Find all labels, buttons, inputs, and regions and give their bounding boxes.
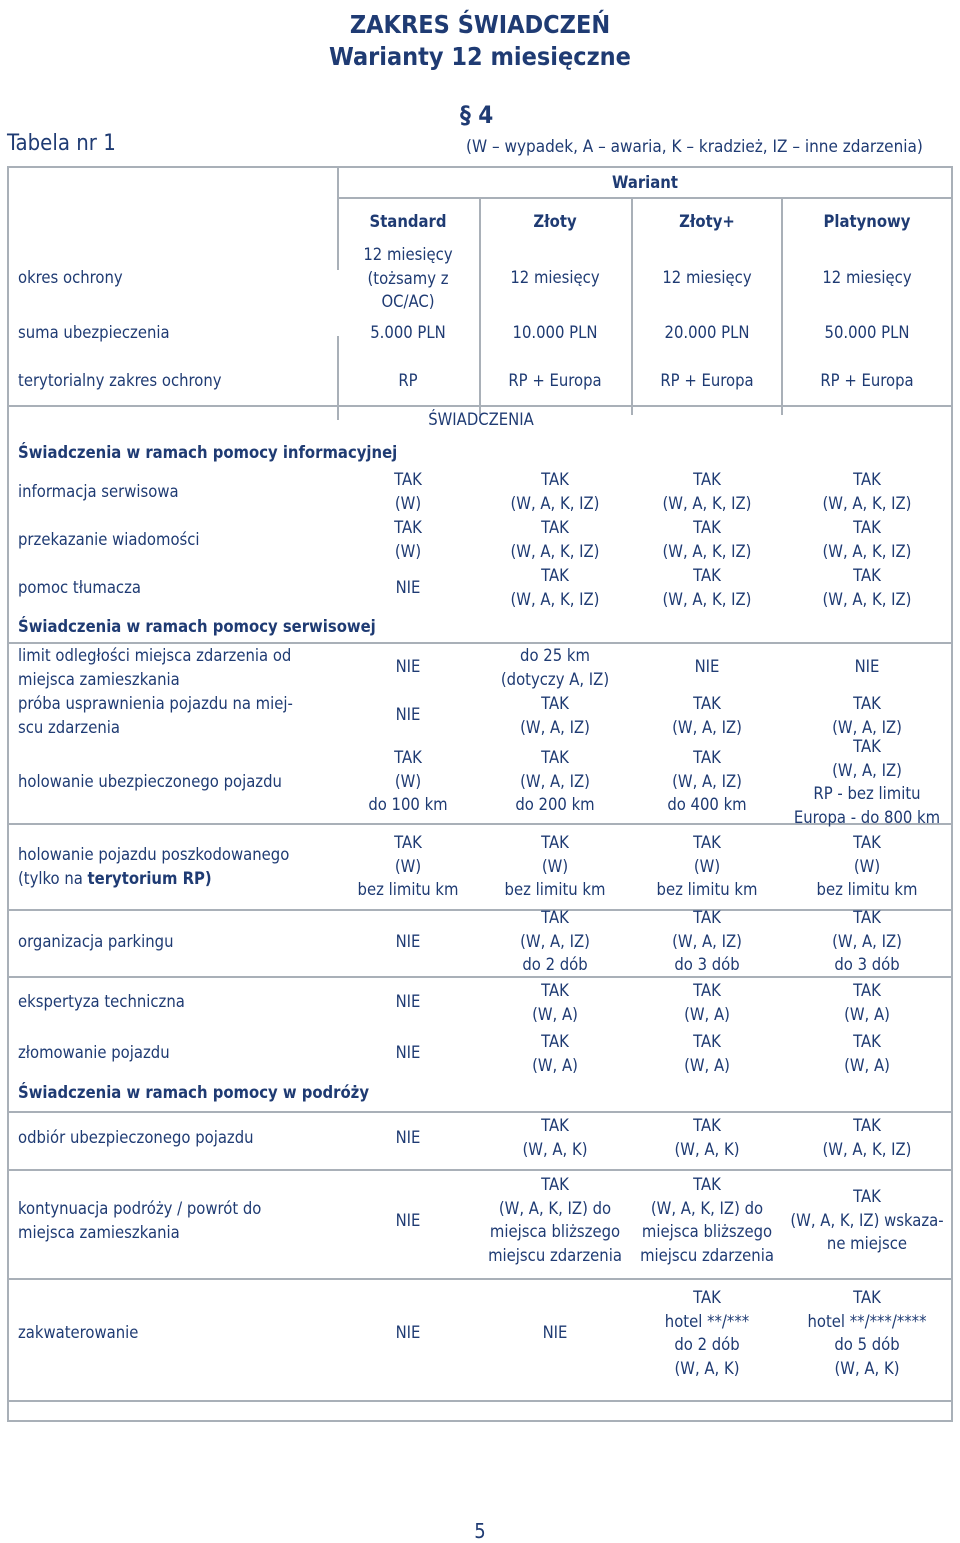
section-heading-informacyjnej: Świadczenia w ramach pomocy informacyjnej	[18, 443, 398, 462]
cell-line: (W, A, K, IZ)	[510, 589, 600, 609]
cell-zakres-platynowy: RP + Europa	[820, 371, 914, 390]
cell-line: TAK	[853, 1032, 881, 1051]
row-label-holowanie-posz	[18, 843, 289, 890]
document-title: ZAKRES ŚWIADCZEŃ	[349, 10, 611, 39]
cell-line: (W, A, IZ)	[520, 931, 590, 951]
table-divider	[9, 1111, 953, 1113]
wariant-header: Wariant	[612, 173, 678, 192]
cell-line: NIE	[395, 1323, 421, 1342]
cell-line: bez limitu km	[816, 880, 918, 899]
row-label-limit	[18, 644, 291, 691]
cell-line: TAK	[853, 1288, 881, 1307]
cell-line: (W, A, K, IZ)	[510, 493, 600, 513]
cell-line: miejsca bliższego	[641, 1222, 773, 1241]
column-header-platynowy: Platynowy	[823, 212, 911, 231]
cell-suma-zloty-plus: 20.000 PLN	[664, 323, 750, 342]
row-label-suma-ubezpieczenia: suma ubezpieczenia	[18, 323, 170, 342]
cell-line: (W, A)	[844, 1004, 890, 1024]
cell-tlumacz-4	[782, 564, 952, 611]
cell-odbior-1	[338, 1126, 478, 1150]
cell-line: TAK	[394, 470, 422, 489]
cell-line: do 100 km	[368, 795, 448, 814]
table-divider	[9, 1169, 953, 1171]
row-label-zakres-terytorialny: terytorialny zakres ochrony	[18, 371, 222, 390]
swiadczenia-header: ŚWIADCZENIA	[428, 410, 534, 429]
cell-odbior-2	[480, 1114, 630, 1161]
cell-informacja-2	[480, 468, 630, 515]
cell-line: złomowanie pojazdu	[18, 1043, 170, 1062]
cell-line: miejsca zamieszkania	[18, 1222, 180, 1242]
cell-line: NIE	[854, 657, 880, 676]
row-label-proba	[18, 692, 293, 739]
cell-line: (W, A)	[844, 1055, 890, 1075]
cell-parking-4	[782, 906, 952, 977]
cell-tlumacz-2	[480, 564, 630, 611]
cell-limit-1	[338, 655, 478, 679]
cell-line: RP - bez limitu	[813, 784, 921, 803]
cell-line: organizacja parkingu	[18, 932, 174, 951]
cell-suma-standard: 5.000 PLN	[370, 323, 446, 342]
cell-line: (W)	[693, 856, 721, 876]
cell-line: (W, A)	[532, 1055, 578, 1075]
cell-proba-3	[632, 692, 782, 739]
cell-line: TAK	[693, 981, 721, 1000]
cell-ekspertyza-3	[632, 979, 782, 1026]
cell-line: TAK	[693, 748, 721, 767]
cell-limit-3	[632, 655, 782, 679]
row-label-holowanie-ub	[18, 770, 282, 794]
cell-holowanie-posz-3	[632, 831, 782, 902]
cell-line: TAK	[541, 981, 569, 1000]
cell-odbior-4	[782, 1114, 952, 1161]
cell-zakwaterowanie-2	[480, 1321, 630, 1345]
cell-limit-4	[782, 655, 952, 679]
cell-line: (W, A, K, IZ)	[822, 493, 912, 513]
cell-line: (W, A, K, IZ)	[822, 541, 912, 561]
cell-line: miejsca bliższego	[489, 1222, 621, 1241]
cell-holowanie-posz-4	[782, 831, 952, 902]
column-header-standard: Standard	[369, 212, 447, 231]
cell-line: TAK	[693, 1175, 721, 1194]
cell-line: bez limitu km	[357, 880, 459, 899]
cell-line: (W, A, K, IZ) do	[650, 1198, 764, 1218]
cell-okres-standard	[338, 243, 478, 314]
cell-line: TAK	[541, 470, 569, 489]
row-label-przekazanie	[18, 528, 200, 552]
cell-line: (tylko na terytorium RP)	[18, 868, 212, 888]
table-divider	[9, 1278, 953, 1280]
cell-holowanie-ub-3	[632, 746, 782, 817]
section-heading-serwisowej: Świadczenia w ramach pomocy serwisowej	[18, 617, 376, 636]
cell-line: (W, A, IZ)	[520, 771, 590, 791]
cell-line: bez limitu km	[656, 880, 758, 899]
cell-line: TAK	[853, 1116, 881, 1135]
cell-line: (W, A)	[684, 1004, 730, 1024]
cell-line: bez limitu km	[504, 880, 606, 899]
cell-line: do 5 dób	[834, 1335, 900, 1354]
cell-line: (W)	[394, 493, 422, 513]
table-label: Tabela nr 1	[7, 131, 116, 156]
cell-ekspertyza-2	[480, 979, 630, 1026]
cell-line: TAK	[541, 908, 569, 927]
cell-line: (W, A, K, IZ) wskaza-	[790, 1210, 944, 1230]
cell-line: NIE	[395, 1043, 421, 1062]
section-number: § 4	[460, 101, 494, 129]
row-label-ekspertyza	[18, 990, 185, 1014]
cell-line: NIE	[694, 657, 720, 676]
cell-line: TAK	[853, 737, 881, 756]
cell-line: (W, A, K)	[522, 1139, 588, 1159]
cell-line: miejscu zdarzenia	[488, 1245, 622, 1265]
cell-zakwaterowanie-4	[782, 1286, 952, 1380]
cell-line: TAK	[394, 833, 422, 852]
cell-line: (W, A, K, IZ)	[662, 589, 752, 609]
cell-line: (W)	[853, 856, 881, 876]
cell-zlomowanie-3	[632, 1030, 782, 1077]
row-label-zakwaterowanie	[18, 1321, 138, 1345]
cell-odbior-3	[632, 1114, 782, 1161]
cell-line: OC/AC)	[381, 292, 435, 311]
page-number: 5	[474, 1519, 486, 1543]
cell-line: NIE	[395, 992, 421, 1011]
cell-informacja-3	[632, 468, 782, 515]
cell-zakwaterowanie-1	[338, 1321, 478, 1345]
cell-line: TAK	[693, 694, 721, 713]
cell-line: TAK	[541, 833, 569, 852]
cell-line: TAK	[693, 1288, 721, 1307]
table-divider	[9, 405, 953, 407]
cell-line: holowanie ubezpieczonego pojazdu	[18, 772, 282, 791]
row-label-odbior	[18, 1126, 254, 1150]
cell-line: TAK	[394, 748, 422, 767]
row-label-zlomowanie	[18, 1041, 170, 1065]
cell-line: (W, A, IZ)	[832, 717, 902, 737]
cell-line: przekazanie wiadomości	[18, 530, 200, 549]
column-header-zloty-plus: Złoty+	[679, 212, 735, 231]
cell-line: Europa - do 800 km	[793, 807, 941, 827]
cell-line: (W, A, K)	[674, 1139, 740, 1159]
cell-line: TAK	[394, 518, 422, 537]
cell-line: TAK	[541, 566, 569, 585]
cell-line: (W, A, K)	[834, 1358, 900, 1378]
cell-line: NIE	[395, 932, 421, 951]
cell-line: próba usprawnienia pojazdu na miej-	[18, 694, 293, 713]
cell-line: scu zdarzenia	[18, 717, 120, 737]
cell-line: kontynuacja podróży / powrót do	[18, 1199, 262, 1218]
cell-holowanie-ub-4	[782, 735, 952, 829]
row-label-kontynuacja	[18, 1197, 261, 1244]
cell-line: (W, A, K, IZ)	[822, 1139, 912, 1159]
cell-line: (W, A)	[532, 1004, 578, 1024]
cell-line: (dotyczy A, IZ)	[500, 669, 610, 689]
cell-zlomowanie-1	[338, 1041, 478, 1065]
cell-line: miejsca zamieszkania	[18, 669, 180, 689]
cell-line: (W, A, K)	[674, 1358, 740, 1378]
cell-line: TAK	[541, 748, 569, 767]
cell-line: hotel **/***/****	[807, 1311, 927, 1331]
cell-line: NIE	[395, 657, 421, 676]
cell-line: (W, A, K, IZ)	[662, 493, 752, 513]
cell-line: (W, A, K, IZ) do	[498, 1198, 612, 1218]
cell-line: hotel **/***	[664, 1311, 750, 1331]
cell-line: zakwaterowanie	[18, 1323, 139, 1342]
cell-line: TAK	[853, 470, 881, 489]
cell-line: ekspertyza techniczna	[18, 992, 185, 1011]
cell-line: do 200 km	[515, 795, 595, 814]
cell-holowanie-ub-1	[338, 746, 478, 817]
cell-informacja-4	[782, 468, 952, 515]
row-label-parking	[18, 930, 174, 954]
cell-line: (W, A, IZ)	[520, 717, 590, 737]
cell-przekazanie-3	[632, 516, 782, 563]
section-heading-podrozy: Świadczenia w ramach pomocy w podróży	[18, 1083, 369, 1102]
cell-line: informacja serwisowa	[18, 482, 179, 501]
cell-line: TAK	[693, 518, 721, 537]
cell-proba-4	[782, 692, 952, 739]
cell-limit-2	[480, 644, 630, 691]
column-header-zloty: Złoty	[533, 212, 577, 231]
cell-line: 12 miesięcy	[363, 245, 453, 264]
cell-tlumacz-3	[632, 564, 782, 611]
cell-line: NIE	[395, 705, 421, 724]
cell-line: TAK	[541, 1032, 569, 1051]
cell-line: (W, A, IZ)	[832, 931, 902, 951]
cell-line: ne miejsce	[826, 1234, 908, 1253]
cell-suma-platynowy: 50.000 PLN	[824, 323, 910, 342]
cell-line: TAK	[853, 981, 881, 1000]
cell-line: odbiór ubezpieczonego pojazdu	[18, 1128, 254, 1147]
cell-line: do 25 km	[520, 646, 590, 665]
cell-parking-3	[632, 906, 782, 977]
cell-line: (W, A, IZ)	[832, 760, 902, 780]
cell-suma-zloty: 10.000 PLN	[512, 323, 598, 342]
cell-line: (W, A)	[684, 1055, 730, 1075]
cell-line: (W)	[394, 856, 422, 876]
cell-line: TAK	[693, 1116, 721, 1135]
cell-proba-2	[480, 692, 630, 739]
cell-line: (W, A, IZ)	[672, 931, 742, 951]
cell-line: TAK	[853, 908, 881, 927]
cell-line: (W, A, K, IZ)	[822, 589, 912, 609]
cell-line: NIE	[395, 1211, 421, 1230]
cell-przekazanie-4	[782, 516, 952, 563]
cell-line: TAK	[693, 833, 721, 852]
cell-line: TAK	[541, 694, 569, 713]
cell-line: limit odległości miejsca zdarzenia od	[18, 646, 292, 665]
cell-line: TAK	[853, 694, 881, 713]
cell-line: (W)	[394, 541, 422, 561]
row-label-okres-ochrony: okres ochrony	[18, 268, 123, 287]
cell-line: NIE	[542, 1323, 568, 1342]
cell-line: (W, A, IZ)	[672, 771, 742, 791]
cell-parking-1	[338, 930, 478, 954]
cell-kontynuacja-2	[480, 1173, 630, 1267]
cell-line: TAK	[541, 518, 569, 537]
cell-line: do 2 dób	[522, 955, 588, 974]
cell-line: (W)	[541, 856, 569, 876]
cell-line: (W, A, K, IZ)	[662, 541, 752, 561]
cell-zakres-zloty-plus: RP + Europa	[660, 371, 754, 390]
cell-zakwaterowanie-3	[632, 1286, 782, 1380]
cell-line: TAK	[853, 833, 881, 852]
cell-line: TAK	[853, 518, 881, 537]
cell-line: TAK	[693, 1032, 721, 1051]
cell-line: do 400 km	[667, 795, 747, 814]
table-divider	[9, 1400, 953, 1402]
cell-line: holowanie pojazdu poszkodowanego	[18, 845, 290, 864]
cell-parking-2	[480, 906, 630, 977]
cell-line: do 2 dób	[674, 1335, 740, 1354]
cell-line: do 3 dób	[834, 955, 900, 974]
table-divider	[337, 197, 953, 199]
cell-holowanie-ub-2	[480, 746, 630, 817]
cell-line: TAK	[541, 1175, 569, 1194]
cell-line: (W, A, K, IZ)	[510, 541, 600, 561]
abbreviation-legend: (W – wypadek, A – awaria, K – kradzież, IZ – inne zdarzenia)	[466, 137, 923, 157]
cell-informacja-1	[338, 468, 478, 515]
cell-zakres-zloty: RP + Europa	[508, 371, 602, 390]
cell-line: NIE	[395, 1128, 421, 1147]
cell-line: (W, A, IZ)	[672, 717, 742, 737]
cell-kontynuacja-4	[782, 1185, 952, 1256]
cell-ekspertyza-4	[782, 979, 952, 1026]
cell-kontynuacja-1	[338, 1209, 478, 1233]
document-subtitle: Warianty 12 miesięczne	[329, 42, 631, 71]
cell-line: (W)	[394, 771, 422, 791]
bold-fragment: terytorium RP)	[87, 868, 212, 888]
cell-holowanie-posz-1	[338, 831, 478, 902]
cell-line: TAK	[853, 566, 881, 585]
cell-okres-platynowy: 12 miesięcy	[822, 268, 912, 287]
cell-okres-zloty-plus: 12 miesięcy	[662, 268, 752, 287]
row-label-tlumacz	[18, 576, 141, 600]
cell-zlomowanie-2	[480, 1030, 630, 1077]
cell-ekspertyza-1	[338, 990, 478, 1014]
cell-line: pomoc tłumacza	[18, 578, 141, 597]
cell-tlumacz-1	[338, 576, 478, 600]
cell-holowanie-posz-2	[480, 831, 630, 902]
cell-kontynuacja-3	[632, 1173, 782, 1267]
row-label-informacja	[18, 480, 179, 504]
cell-przekazanie-2	[480, 516, 630, 563]
cell-line: TAK	[693, 566, 721, 585]
cell-line: TAK	[693, 908, 721, 927]
cell-zlomowanie-4	[782, 1030, 952, 1077]
cell-line: (tożsamy z	[367, 268, 449, 288]
cell-line: NIE	[395, 578, 421, 597]
cell-line: miejscu zdarzenia	[640, 1245, 774, 1265]
cell-proba-1	[338, 703, 478, 727]
cell-line: do 3 dób	[674, 955, 740, 974]
cell-zakres-standard: RP	[398, 371, 418, 390]
cell-line: TAK	[541, 1116, 569, 1135]
cell-line: TAK	[853, 1187, 881, 1206]
cell-line: TAK	[693, 470, 721, 489]
cell-przekazanie-1	[338, 516, 478, 563]
cell-okres-zloty: 12 miesięcy	[510, 268, 600, 287]
